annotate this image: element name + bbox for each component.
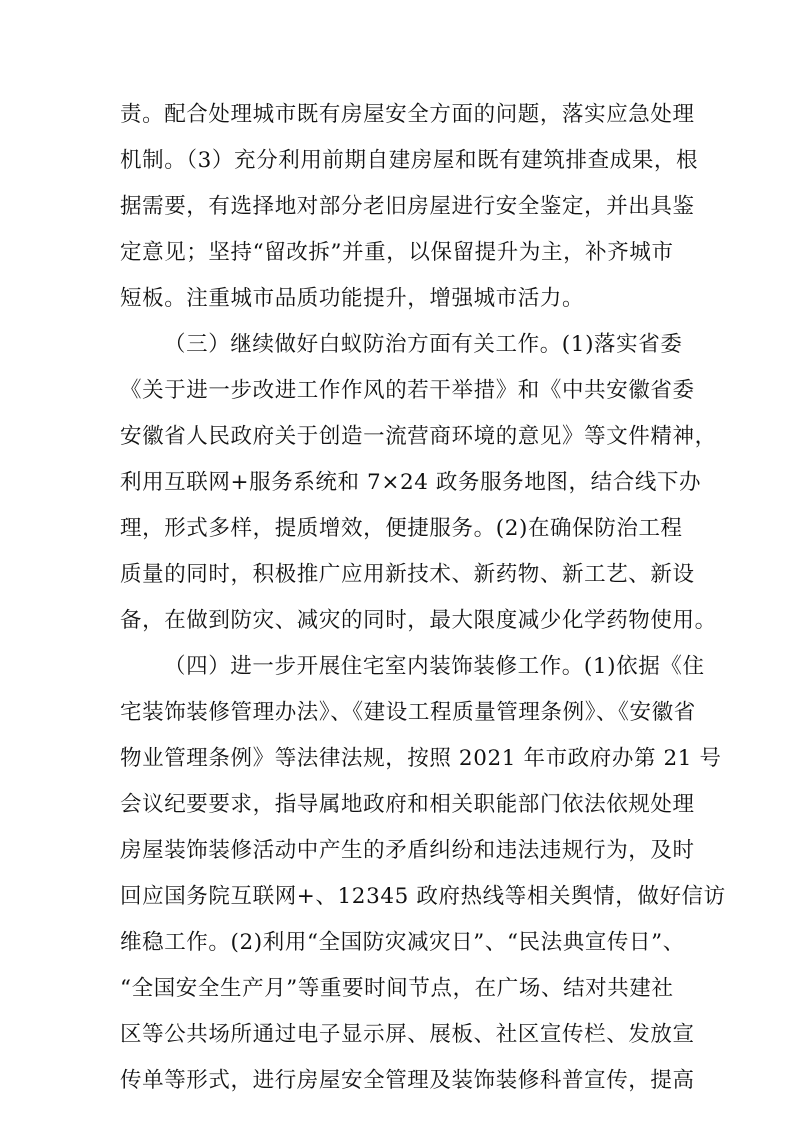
paragraph-3-heading-line: （三）继续做好白蚁防治方面有关工作。(1)落实省委 — [164, 332, 683, 357]
text-line-17: 房屋装饰装修活动中产生的矛盾纠纷和违法违规行为，及时 — [120, 838, 695, 863]
text-line-22: 传单等形式，进行房屋安全管理及装饰装修科普宣传，提高 — [120, 1068, 695, 1093]
text-line-12: 备，在做到防灾、减灾的同时，最大限度减少化学药物使用。 — [120, 608, 717, 633]
paragraph-4-heading-line: （四）进一步开展住宅室内装饰装修工作。(1)依据《住 — [164, 654, 705, 679]
text-line-15: 物业管理条例》等法律法规，按照 2021 年市政府办第 21 号 — [120, 746, 722, 771]
text-line-9: 利用互联网+服务系统和 7×24 政务服务地图，结合线下办 — [120, 470, 702, 495]
text-line-2: 机制。（3）充分利用前期自建房屋和既有建筑排查成果，根 — [120, 148, 699, 173]
text-line-14: 宅装饰装修管理办法》、《建设工程质量管理条例》、《安徽省 — [120, 700, 696, 725]
text-line-20: “全国安全生产月”等重要时间节点，在广场、结对共建社 — [120, 976, 674, 1001]
text-line-11: 质量的同时，积极推广应用新技术、新药物、新工艺、新设 — [120, 562, 695, 587]
text-line-10: 理，形式多样，提质增效，便捷服务。(2)在确保防治工程 — [120, 516, 683, 541]
text-line-19: 维稳工作。(2)利用“全国防灾减灾日”、“民法典宣传日”、 — [120, 930, 685, 955]
text-line-16: 会议纪要要求，指导属地政府和相关职能部门依法依规处理 — [120, 792, 695, 817]
text-line-4: 定意见；坚持“留改拆”并重，以保留提升为主，补齐城市 — [120, 240, 674, 265]
text-line-3: 据需要，有选择地对部分老旧房屋进行安全鉴定，并出具鉴 — [120, 194, 695, 219]
text-line-1: 责。配合处理城市既有房屋安全方面的问题，落实应急处理 — [120, 102, 695, 127]
text-line-8: 安徽省人民政府关于创造一流营商环境的意见》等文件精神， — [120, 424, 717, 449]
text-line-18: 回应国务院互联网+、12345 政府热线等相关舆情，做好信访 — [120, 884, 726, 909]
text-line-21: 区等公共场所通过电子显示屏、展板、社区宣传栏、发放宣 — [120, 1022, 695, 1047]
text-line-7: 《关于进一步改进工作作风的若干举措》和《中共安徽省委 — [120, 378, 695, 403]
text-line-5: 短板。注重城市品质功能提升，增强城市活力。 — [120, 286, 585, 311]
